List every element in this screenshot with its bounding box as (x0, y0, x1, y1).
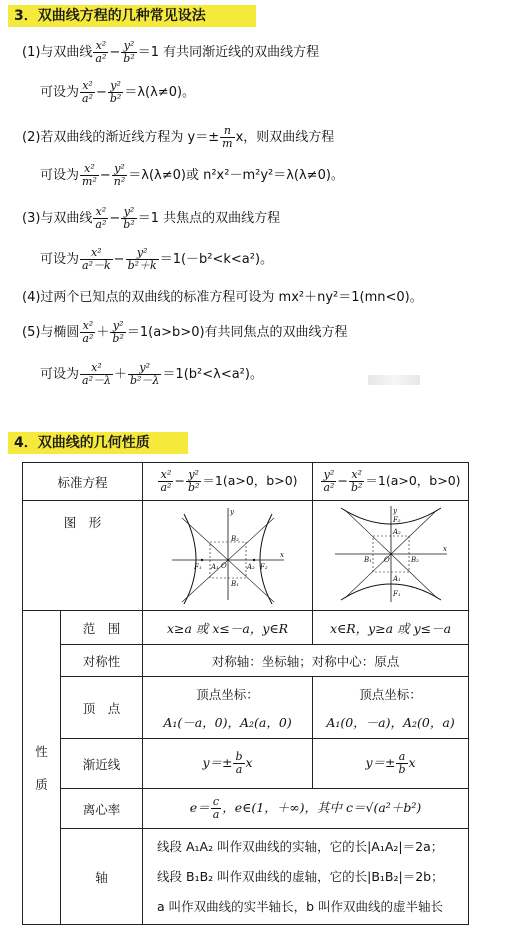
a2-label: A₂ (392, 528, 401, 536)
axis-text (143, 829, 469, 925)
asym-post: x (245, 755, 253, 770)
sym-label: 对称性 (61, 645, 143, 677)
set-prefix: 可设为 (40, 252, 80, 267)
numerator: x² (80, 362, 113, 375)
denominator: a²－k (82, 259, 111, 272)
fraction (108, 80, 123, 105)
fraction (321, 469, 336, 494)
fraction (128, 362, 161, 387)
y-axis-label: y (229, 508, 234, 516)
vertex-label: 顶 点 (61, 677, 143, 739)
a1-label: A₁ (210, 563, 219, 571)
props-char-2: 质 (35, 777, 48, 792)
item-3-suffix: ＝1 共焦点的双曲线方程 (137, 211, 281, 226)
item-2-set (40, 163, 344, 188)
operator: − (109, 45, 121, 60)
item-5-set (40, 362, 263, 387)
table-row (23, 677, 469, 739)
watermark-blur (368, 375, 420, 385)
item-3-line (22, 206, 280, 231)
fraction (121, 206, 136, 231)
sym-text: 对称轴：坐标轴；对称中心：原点 (143, 645, 469, 677)
fraction (121, 40, 136, 65)
asym-2 (313, 739, 469, 789)
denominator: m² (82, 175, 97, 188)
item-2-suffix: x，则双曲线方程 (235, 130, 335, 145)
numerator: y² (126, 247, 159, 260)
denominator: a² (160, 481, 172, 494)
denominator: b²＋k (127, 259, 157, 272)
item-2-line (22, 125, 334, 150)
numerator: x² (80, 247, 113, 260)
a1-label: A₁ (392, 575, 401, 583)
origin-label: O (383, 556, 390, 564)
hyperbola-vertical-graph (331, 504, 451, 604)
table-row (23, 611, 469, 645)
item-5-line (22, 320, 348, 345)
fraction (396, 751, 407, 776)
fraction (93, 40, 108, 65)
denominator: m (222, 137, 233, 150)
denominator: a (235, 763, 243, 776)
f1-label: F₁ (392, 590, 401, 598)
axis-line: a 叫作双曲线的实半轴长，b 叫作双曲线的虚半轴长 (157, 898, 444, 914)
numerator: b (235, 750, 243, 763)
origin-label: O (220, 562, 227, 570)
fraction (220, 125, 234, 150)
item-2-prefix: (2)若双曲线的渐近线方程为 y＝± (22, 130, 220, 145)
std-eq-1: $\frac{\text{x²}}{\text{a²}}$ − $\frac{\text{y²}}{\text{b²}}$ ＝1(a>0，b>0) (143, 463, 313, 501)
numerator: x² (93, 40, 108, 53)
fraction (110, 320, 125, 345)
item-1-prefix: (1)与双曲线 (22, 45, 93, 60)
operator: − (113, 252, 125, 267)
table-row (23, 645, 469, 677)
numerator: y² (108, 80, 123, 93)
ecc-pre: e＝ (189, 800, 210, 815)
x-axis-label: x (442, 545, 447, 553)
asym-1 (143, 739, 313, 789)
operator: − (99, 168, 111, 183)
operator: ＋ (113, 367, 127, 382)
axis-line: 线段 B₁B₂ 叫作双曲线的虚轴，它的长|B₁B₂|＝2b； (157, 868, 444, 884)
std-eq-label: 标准方程 (23, 463, 143, 501)
denominator: a²－λ (82, 374, 111, 387)
range-1: x≥a 或 x≤－a，y∈R (143, 611, 313, 645)
section-3-title: 3．双曲线方程的几种常见设法 (8, 5, 256, 27)
properties-table (22, 462, 469, 925)
numerator: x² (349, 469, 364, 482)
table-row (23, 463, 469, 501)
eq-rest: ＝1(a>0，b>0) (202, 473, 298, 488)
denominator: a² (95, 52, 107, 65)
denominator: a² (82, 92, 93, 105)
y-axis-label: y (392, 507, 397, 515)
range-2: x∈R，y≥a 或 y≤－a (313, 611, 469, 645)
set-suffix: ＝λ(λ≠0)或 n²x²－m²y²＝λ(λ≠0)。 (128, 168, 344, 183)
numerator: a (396, 751, 407, 764)
denominator: b² (109, 92, 122, 105)
vertex-2 (313, 677, 469, 739)
f1-label: F₁ (193, 563, 202, 571)
axis-line: 线段 A₁A₂ 叫作双曲线的实轴，它的长|A₁A₂|＝2a； (157, 838, 444, 854)
f2-label: F₂ (259, 563, 268, 571)
vertex-title: 顶点坐标： (196, 686, 259, 702)
numerator: y² (110, 320, 125, 333)
item-1-set (40, 80, 195, 105)
eq-rest: ＝1(a>0，b>0) (365, 473, 461, 488)
item-1-suffix: ＝1 有共同渐近线的双曲线方程 (137, 45, 320, 60)
denominator: a² (323, 481, 335, 494)
ecc-text (143, 789, 469, 829)
set-suffix: ＝1(－b²<k<a²)。 (159, 252, 274, 267)
item-1-line (22, 40, 319, 65)
fraction (126, 247, 159, 272)
denominator: a² (82, 332, 94, 345)
figure-label: 图 形 (23, 501, 143, 611)
fraction (80, 320, 95, 345)
b2-label: B₂ (410, 556, 419, 564)
set-prefix: 可设为 (40, 367, 80, 382)
numerator: y² (121, 206, 136, 219)
denominator: a² (95, 218, 107, 231)
fraction (233, 751, 244, 776)
props-char-1: 性 (35, 744, 48, 759)
table-row (23, 829, 469, 925)
numerator: y² (121, 40, 136, 53)
denominator: b (398, 763, 406, 776)
fraction (112, 163, 128, 188)
numerator: x² (80, 163, 99, 176)
table-row (23, 739, 469, 789)
fraction (186, 469, 201, 494)
item-3-set (40, 247, 273, 272)
vertex-coords: A₁(0，－a)，A₂(0，a) (326, 714, 455, 730)
denominator: a (212, 808, 220, 821)
vertex-coords: A₁(－a，0)，A₂(a，0) (163, 714, 292, 730)
b1-label: B₁ (230, 580, 239, 588)
fraction (80, 362, 113, 387)
set-suffix: ＝λ(λ≠0)。 (124, 85, 196, 100)
item-3-prefix: (3)与双曲线 (22, 211, 93, 226)
denominator: b² (112, 332, 124, 345)
set-prefix: 可设为 (40, 168, 80, 183)
item-5-suffix: ＝1(a>b>0)有共同焦点的双曲线方程 (126, 325, 348, 340)
table-row (23, 501, 469, 611)
ecc-label: 离心率 (61, 789, 143, 829)
numerator: x² (80, 320, 95, 333)
set-prefix: 可设为 (40, 85, 80, 100)
asym-post: x (408, 755, 416, 770)
item-4-line: (4)过两个已知点的双曲线的标准方程可设为 mx²＋ny²＝1(mn<0)。 (22, 290, 423, 305)
item-5-prefix: (5)与椭圆 (22, 325, 80, 340)
std-eq-2: $\frac{\text{y²}}{\text{a²}}$ − $\frac{\text{x²}}{\text{b²}}$ ＝1(a>0，b>0) (313, 463, 469, 501)
section-4-title: 4．双曲线的几何性质 (8, 432, 188, 454)
a2-label: A₂ (246, 563, 255, 571)
range-label: 范 围 (61, 611, 143, 645)
x-axis-label: x (279, 551, 284, 559)
numerator: c (211, 796, 222, 809)
denominator: b² (187, 481, 200, 494)
numerator: x² (80, 80, 95, 93)
graph-vertical (313, 501, 469, 611)
hyperbola-horizontal-graph (168, 504, 288, 604)
numerator: n (220, 125, 234, 138)
operator: ＋ (96, 325, 110, 340)
fraction (80, 247, 113, 272)
denominator: b²－λ (129, 374, 160, 387)
set-suffix: ＝1(b²<λ<a²)。 (162, 367, 263, 382)
denominator: n² (113, 175, 126, 188)
asym-pre: y＝± (365, 755, 396, 770)
asym-pre: y＝± (202, 755, 233, 770)
operator: − (95, 85, 107, 100)
numerator: y² (112, 163, 128, 176)
table-row (23, 789, 469, 829)
b1-label: B₁ (363, 556, 372, 564)
fraction (211, 796, 222, 821)
numerator: x² (158, 469, 173, 482)
ecc-post: ，e∈(1，＋∞)，其中 c＝√(a²＋b²) (222, 800, 422, 815)
fraction (80, 80, 95, 105)
asym-label: 渐近线 (61, 739, 143, 789)
vertex-title: 顶点坐标： (359, 686, 422, 702)
fraction (80, 163, 99, 188)
fraction (158, 469, 173, 494)
vertex-1 (143, 677, 313, 739)
denominator: b² (123, 52, 135, 65)
numerator: y² (128, 362, 161, 375)
denominator: b² (350, 481, 363, 494)
numerator: y² (321, 469, 336, 482)
axis-label: 轴 (61, 829, 143, 925)
operator: − (109, 211, 121, 226)
props-label (23, 611, 61, 925)
numerator: y² (186, 469, 201, 482)
graph-horizontal (143, 501, 313, 611)
denominator: b² (123, 218, 135, 231)
fraction (93, 206, 108, 231)
fraction (349, 469, 364, 494)
f2-label: F₂ (392, 516, 401, 524)
b2-label: B₂ (230, 535, 239, 543)
numerator: x² (93, 206, 108, 219)
